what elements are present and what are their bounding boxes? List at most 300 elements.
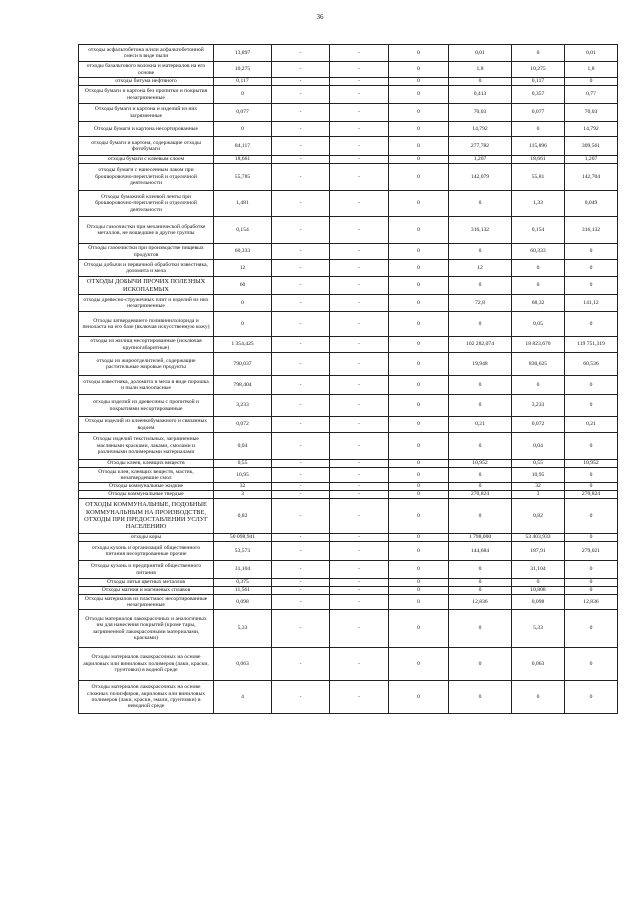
value-cell-c6: 18 823,670: [512, 337, 565, 353]
value-cell-c3: -: [330, 561, 389, 579]
value-cell-c7: 142,704: [565, 164, 618, 191]
value-cell-c2: -: [272, 337, 330, 353]
value-cell-c4: 0: [389, 191, 449, 217]
table-row: [79, 122, 618, 137]
value-cell-c5: 0: [449, 648, 512, 681]
value-cell-c4: 0: [389, 45, 449, 62]
value-cell-c4: 0: [389, 86, 449, 104]
value-cell-c2: -: [272, 542, 330, 561]
value-cell-c6: 0,82: [512, 499, 565, 534]
value-cell-c3: -: [330, 681, 389, 714]
table-row: [79, 217, 618, 244]
value-cell-c6: 32: [512, 483, 565, 491]
value-cell-c1: 60: [214, 277, 272, 295]
table-row: [79, 681, 618, 714]
value-cell-c4: 0: [389, 104, 449, 122]
value-cell-c5: 142,079: [449, 164, 512, 191]
value-cell-c3: -: [330, 191, 389, 217]
value-cell-c6: 830,625: [512, 353, 565, 376]
value-cell-c4: 0: [389, 62, 449, 78]
value-cell-c5: 0: [449, 483, 512, 491]
value-cell-c1: 0,154: [214, 217, 272, 244]
value-cell-c1: 60,333: [214, 244, 272, 260]
waste-name-cell: отходы битума нефтяного: [79, 78, 214, 86]
waste-name-cell: Отходы бумаги и картона без пропитки и покрытия незагрязненные: [79, 86, 214, 104]
value-cell-c4: 0: [389, 542, 449, 561]
value-cell-c2: -: [272, 62, 330, 78]
value-cell-c5: 0: [449, 610, 512, 648]
value-cell-c7: 0: [565, 260, 618, 277]
value-cell-c4: 0: [389, 499, 449, 534]
value-cell-c5: 19,948: [449, 353, 512, 376]
value-cell-c6: 0,117: [512, 78, 565, 86]
value-cell-c3: -: [330, 104, 389, 122]
value-cell-c4: 0: [389, 312, 449, 337]
value-cell-c2: -: [272, 164, 330, 191]
table-row: [79, 62, 618, 78]
waste-name-cell: Отходы магния и магниевых сплавов: [79, 587, 214, 595]
waste-name-cell: Отходы добычи и первичной обработки известняка, доломита и мела: [79, 260, 214, 277]
value-cell-c5: 270,824: [449, 491, 512, 499]
table-row: [79, 483, 618, 491]
value-cell-c5: 0: [449, 433, 512, 460]
value-cell-c6: 10,95: [512, 468, 565, 483]
value-cell-c6: 0: [512, 260, 565, 277]
value-cell-c7: 0: [565, 277, 618, 295]
table-row: [79, 156, 618, 164]
table-row: [79, 191, 618, 217]
value-cell-c1: 0,063: [214, 648, 272, 681]
value-cell-c4: 0: [389, 260, 449, 277]
value-cell-c2: -: [272, 277, 330, 295]
value-cell-c3: -: [330, 483, 389, 491]
value-cell-c5: 0: [449, 579, 512, 587]
value-cell-c4: 0: [389, 244, 449, 260]
value-cell-c3: -: [330, 395, 389, 417]
table-row: [79, 433, 618, 460]
waste-name-cell: Отходы бумаги и картона и изделий из них загрязненные: [79, 104, 214, 122]
value-cell-c7: 1,8: [565, 62, 618, 78]
value-cell-c3: -: [330, 244, 389, 260]
value-cell-c3: -: [330, 122, 389, 137]
waste-name-cell: Отходы бумаги и картона несортированные: [79, 122, 214, 137]
table-row: [79, 648, 618, 681]
value-cell-c7: 0: [565, 579, 618, 587]
value-cell-c1: 10,275: [214, 62, 272, 78]
table-row: [79, 534, 618, 542]
value-cell-c3: -: [330, 337, 389, 353]
value-cell-c7: 1,207: [565, 156, 618, 164]
waste-name-cell: Отходы материалов из пластмасс несортированные незагрязненные: [79, 595, 214, 610]
value-cell-c3: -: [330, 468, 389, 483]
value-cell-c3: -: [330, 62, 389, 78]
value-cell-c4: 0: [389, 395, 449, 417]
value-cell-c7: 0: [565, 499, 618, 534]
value-cell-c2: -: [272, 534, 330, 542]
waste-name-cell: Отходы коммунальные твердые: [79, 491, 214, 499]
value-cell-c5: 0: [449, 681, 512, 714]
value-cell-c6: 0,05: [512, 312, 565, 337]
table-row: [79, 395, 618, 417]
value-cell-c2: -: [272, 499, 330, 534]
value-cell-c1: 0,077: [214, 104, 272, 122]
waste-name-cell: отходы базальтового волокна и материалов на его основе: [79, 62, 214, 78]
value-cell-c6: 1,33: [512, 191, 565, 217]
value-cell-c6: 0,072: [512, 417, 565, 433]
value-cell-c3: -: [330, 164, 389, 191]
waste-name-cell: Отходы коммунальные жидкие: [79, 483, 214, 491]
value-cell-c6: 31,104: [512, 561, 565, 579]
value-cell-c1: 53,573: [214, 542, 272, 561]
value-cell-c2: -: [272, 595, 330, 610]
value-cell-c1: 1,481: [214, 191, 272, 217]
value-cell-c4: 0: [389, 137, 449, 156]
value-cell-c1: 790,037: [214, 353, 272, 376]
table-row: [79, 164, 618, 191]
value-cell-c2: -: [272, 395, 330, 417]
table-row: [79, 417, 618, 433]
waste-name-cell: отходы асфальтобетона и/или асфальтобетонной смеси в виде пыли: [79, 45, 214, 62]
value-cell-c3: -: [330, 648, 389, 681]
value-cell-c1: 0: [214, 86, 272, 104]
waste-name-cell: Отходы кухонь и предприятий общественного питания: [79, 561, 214, 579]
value-cell-c5: 70,03: [449, 104, 512, 122]
value-cell-c5: 12,836: [449, 595, 512, 610]
waste-name-cell: отходы из жилищ несортированные (исключая крупногабаритные): [79, 337, 214, 353]
value-cell-c7: 0: [565, 587, 618, 595]
waste-name-cell: Отходы литья цветных металлов: [79, 579, 214, 587]
value-cell-c2: -: [272, 648, 330, 681]
value-cell-c5: 0,01: [449, 45, 512, 62]
value-cell-c1: 5,33: [214, 610, 272, 648]
value-cell-c3: -: [330, 156, 389, 164]
value-cell-c1: 32: [214, 483, 272, 491]
value-cell-c7: 0: [565, 376, 618, 395]
value-cell-c5: 0: [449, 395, 512, 417]
value-cell-c6: 0,357: [512, 86, 565, 104]
value-cell-c2: -: [272, 491, 330, 499]
value-cell-c7: 0: [565, 561, 618, 579]
value-cell-c6: 60,333: [512, 244, 565, 260]
value-cell-c1: 84,117: [214, 137, 272, 156]
table-row: [79, 312, 618, 337]
value-cell-c3: -: [330, 295, 389, 312]
value-cell-c3: -: [330, 433, 389, 460]
value-cell-c1: 11,561: [214, 587, 272, 595]
waste-table: [78, 44, 618, 714]
value-cell-c2: -: [272, 460, 330, 468]
waste-name-cell: ОТХОДЫ КОММУНАЛЬНЫЕ, ПОДОБНЫЕ КОММУНАЛЬНЫМ НА ПРОИЗВОДСТВЕ, ОТХОДЫ ПРИ ПРЕДОСТАВЛЕНИИ УСЛУГ НАСЕЛЕНИЮ: [79, 499, 214, 534]
value-cell-c2: -: [272, 681, 330, 714]
value-cell-c2: -: [272, 217, 330, 244]
value-cell-c3: -: [330, 491, 389, 499]
value-cell-c1: 0: [214, 295, 272, 312]
value-cell-c1: 4: [214, 681, 272, 714]
table-row: [79, 561, 618, 579]
value-cell-c3: -: [330, 579, 389, 587]
value-cell-c7: 14,792: [565, 122, 618, 137]
value-cell-c1: 798,404: [214, 376, 272, 395]
value-cell-c5: 1,8: [449, 62, 512, 78]
waste-name-cell: отходы известняка, доломита и мела в виде порошка и пыли малоопасные: [79, 376, 214, 395]
table-row: [79, 376, 618, 395]
table-row: [79, 78, 618, 86]
value-cell-c6: 5,33: [512, 610, 565, 648]
table-row: [79, 137, 618, 156]
value-cell-c7: 12,836: [565, 595, 618, 610]
value-cell-c6: 0,55: [512, 460, 565, 468]
table-row: [79, 244, 618, 260]
table-row: [79, 277, 618, 295]
value-cell-c6: 0: [512, 681, 565, 714]
value-cell-c1: 0,55: [214, 460, 272, 468]
value-cell-c4: 0: [389, 491, 449, 499]
value-cell-c4: 0: [389, 561, 449, 579]
value-cell-c4: 0: [389, 122, 449, 137]
value-cell-c3: -: [330, 534, 389, 542]
value-cell-c7: 0: [565, 468, 618, 483]
waste-name-cell: отходы коры: [79, 534, 214, 542]
table-row: [79, 295, 618, 312]
value-cell-c2: -: [272, 104, 330, 122]
value-cell-c3: -: [330, 217, 389, 244]
value-cell-c1: 3: [214, 491, 272, 499]
value-cell-c5: 0: [449, 376, 512, 395]
value-cell-c5: 0: [449, 499, 512, 534]
waste-name-cell: Отходы материалов лакокрасочных на основе сложных полиэфиров, акриловых или виниловых полимеров (лаки, краски, эмали, грунтовки) в неводной среде: [79, 681, 214, 714]
value-cell-c6: 0: [512, 376, 565, 395]
value-cell-c7: 0: [565, 483, 618, 491]
value-cell-c2: -: [272, 376, 330, 395]
table-row: [79, 491, 618, 499]
value-cell-c1: 0,375: [214, 579, 272, 587]
value-cell-c1: 0,82: [214, 499, 272, 534]
value-cell-c7: 279,021: [565, 542, 618, 561]
value-cell-c1: 50 098,941: [214, 534, 272, 542]
table-row: [79, 260, 618, 277]
value-cell-c2: -: [272, 468, 330, 483]
value-cell-c6: 187,91: [512, 542, 565, 561]
value-cell-c2: -: [272, 156, 330, 164]
value-cell-c7: 0: [565, 312, 618, 337]
value-cell-c6: 3: [512, 491, 565, 499]
table-row: [79, 499, 618, 534]
value-cell-c5: 0: [449, 277, 512, 295]
table-row: [79, 460, 618, 468]
waste-name-cell: Отходы газоочистки при механической обработке металлов, не вошедшие в другие группы: [79, 217, 214, 244]
value-cell-c2: -: [272, 78, 330, 86]
value-cell-c4: 0: [389, 648, 449, 681]
value-cell-c7: 0: [565, 648, 618, 681]
value-cell-c2: -: [272, 561, 330, 579]
value-cell-c5: 0: [449, 312, 512, 337]
value-cell-c2: -: [272, 587, 330, 595]
value-cell-c7: 0: [565, 534, 618, 542]
value-cell-c1: 18,661: [214, 156, 272, 164]
value-cell-c5: 0: [449, 78, 512, 86]
value-cell-c6: 10,808: [512, 587, 565, 595]
value-cell-c4: 0: [389, 587, 449, 595]
value-cell-c4: 0: [389, 217, 449, 244]
value-cell-c7: 0: [565, 395, 618, 417]
value-cell-c1: 55,785: [214, 164, 272, 191]
value-cell-c4: 0: [389, 433, 449, 460]
value-cell-c7: 0: [565, 78, 618, 86]
value-cell-c4: 0: [389, 468, 449, 483]
table-row: [79, 579, 618, 587]
value-cell-c2: -: [272, 353, 330, 376]
table-row: [79, 542, 618, 561]
value-cell-c1: 0: [214, 312, 272, 337]
table-row: [79, 86, 618, 104]
value-cell-c1: 0,072: [214, 417, 272, 433]
value-cell-c2: -: [272, 295, 330, 312]
value-cell-c5: 144,684: [449, 542, 512, 561]
table-row: [79, 45, 618, 62]
value-cell-c6: 0,04: [512, 433, 565, 460]
value-cell-c6: 10,275: [512, 62, 565, 78]
value-cell-c3: -: [330, 610, 389, 648]
value-cell-c3: -: [330, 460, 389, 468]
value-cell-c7: 270,824: [565, 491, 618, 499]
value-cell-c7: 119 751,319: [565, 337, 618, 353]
value-cell-c2: -: [272, 579, 330, 587]
value-cell-c1: 0,117: [214, 78, 272, 86]
value-cell-c6: 0: [512, 579, 565, 587]
value-cell-c5: 0,21: [449, 417, 512, 433]
value-cell-c2: -: [272, 610, 330, 648]
value-cell-c6: 0: [512, 45, 565, 62]
value-cell-c1: 0,04: [214, 433, 272, 460]
value-cell-c3: -: [330, 312, 389, 337]
waste-name-cell: Отходы клеев, клеящих веществ: [79, 460, 214, 468]
value-cell-c7: 0,049: [565, 191, 618, 217]
table-row: [79, 610, 618, 648]
waste-name-cell: Отходы изделий текстильных, загрязненные масляными красками, лаками, смолами и различными полимерными материалами: [79, 433, 214, 460]
value-cell-c4: 0: [389, 337, 449, 353]
value-cell-c7: 0: [565, 681, 618, 714]
value-cell-c2: -: [272, 191, 330, 217]
waste-name-cell: Отходы изделий из клеенкобумажного и связанных водоем: [79, 417, 214, 433]
value-cell-c5: 0,413: [449, 86, 512, 104]
value-cell-c5: 14,792: [449, 122, 512, 137]
value-cell-c1: 1 354,425: [214, 337, 272, 353]
value-cell-c5: 1,207: [449, 156, 512, 164]
value-cell-c7: 0: [565, 433, 618, 460]
value-cell-c2: -: [272, 433, 330, 460]
value-cell-c5: 12: [449, 260, 512, 277]
value-cell-c4: 0: [389, 460, 449, 468]
value-cell-c3: -: [330, 353, 389, 376]
value-cell-c6: 115,896: [512, 137, 565, 156]
value-cell-c6: 55,81: [512, 164, 565, 191]
value-cell-c4: 0: [389, 483, 449, 491]
value-cell-c3: -: [330, 45, 389, 62]
value-cell-c3: -: [330, 417, 389, 433]
value-cell-c3: -: [330, 137, 389, 156]
table-row: [79, 337, 618, 353]
table-row: [79, 104, 618, 122]
value-cell-c7: 141,12: [565, 295, 618, 312]
value-cell-c4: 0: [389, 595, 449, 610]
waste-name-cell: Отходы бумажной клеевой ленты при брошюровочно-переплетной и отделочной деятельности: [79, 191, 214, 217]
value-cell-c6: 0: [512, 122, 565, 137]
value-cell-c1: 13,897: [214, 45, 272, 62]
value-cell-c4: 0: [389, 681, 449, 714]
value-cell-c2: -: [272, 260, 330, 277]
waste-name-cell: отходы изделий из древесины с пропиткой и покрытиями несортированные: [79, 395, 214, 417]
value-cell-c6: 0,063: [512, 648, 565, 681]
value-cell-c5: 277,782: [449, 137, 512, 156]
value-cell-c6: 0,098: [512, 595, 565, 610]
value-cell-c7: 60,536: [565, 353, 618, 376]
value-cell-c7: 309,561: [565, 137, 618, 156]
value-cell-c7: 316,132: [565, 217, 618, 244]
value-cell-c2: -: [272, 45, 330, 62]
value-cell-c1: 31,104: [214, 561, 272, 579]
value-cell-c7: 10,952: [565, 460, 618, 468]
value-cell-c3: -: [330, 260, 389, 277]
waste-name-cell: отходы бумаги и картона, содержащие отходы фотобумаги: [79, 137, 214, 156]
value-cell-c4: 0: [389, 579, 449, 587]
value-cell-c3: -: [330, 499, 389, 534]
value-cell-c1: 0: [214, 122, 272, 137]
value-cell-c4: 0: [389, 156, 449, 164]
value-cell-c6: 3,233: [512, 395, 565, 417]
value-cell-c5: 10,952: [449, 460, 512, 468]
value-cell-c4: 0: [389, 610, 449, 648]
value-cell-c2: -: [272, 417, 330, 433]
value-cell-c1: 10,95: [214, 468, 272, 483]
value-cell-c6: 0,077: [512, 104, 565, 122]
value-cell-c3: -: [330, 86, 389, 104]
value-cell-c2: -: [272, 244, 330, 260]
value-cell-c6: 0,154: [512, 217, 565, 244]
waste-name-cell: отходы бумаги с клеевым слоем: [79, 156, 214, 164]
value-cell-c4: 0: [389, 417, 449, 433]
waste-name-cell: отходы из жироотделителей, содержащие растительные жировые продукты: [79, 353, 214, 376]
waste-name-cell: отходы древесно-стружечных плит и изделий из них незагрязненные: [79, 295, 214, 312]
value-cell-c4: 0: [389, 376, 449, 395]
value-cell-c5: 0: [449, 244, 512, 260]
value-cell-c4: 0: [389, 353, 449, 376]
value-cell-c2: -: [272, 483, 330, 491]
value-cell-c5: 102 282,074: [449, 337, 512, 353]
value-cell-c1: 0,098: [214, 595, 272, 610]
value-cell-c3: -: [330, 542, 389, 561]
value-cell-c4: 0: [389, 78, 449, 86]
waste-name-cell: ОТХОДЫ ДОБЫЧИ ПРОЧИХ ПОЛЕЗНЫХ ИСКОПАЕМЫХ: [79, 277, 214, 295]
value-cell-c5: 1 798,000: [449, 534, 512, 542]
table-row: [79, 595, 618, 610]
value-cell-c7: 0,01: [565, 45, 618, 62]
table-row: [79, 353, 618, 376]
value-cell-c6: 18,661: [512, 156, 565, 164]
value-cell-c4: 0: [389, 534, 449, 542]
value-cell-c6: 68,32: [512, 295, 565, 312]
value-cell-c3: -: [330, 595, 389, 610]
value-cell-c6: 0: [512, 277, 565, 295]
value-cell-c4: 0: [389, 295, 449, 312]
table-row: [79, 587, 618, 595]
value-cell-c5: 0: [449, 468, 512, 483]
value-cell-c5: 0: [449, 191, 512, 217]
value-cell-c6: 53 403,933: [512, 534, 565, 542]
value-cell-c7: 70,03: [565, 104, 618, 122]
value-cell-c7: 0,77: [565, 86, 618, 104]
waste-name-cell: отходы кухонь и организаций общественного питания несортированные прочие: [79, 542, 214, 561]
value-cell-c7: 0: [565, 610, 618, 648]
